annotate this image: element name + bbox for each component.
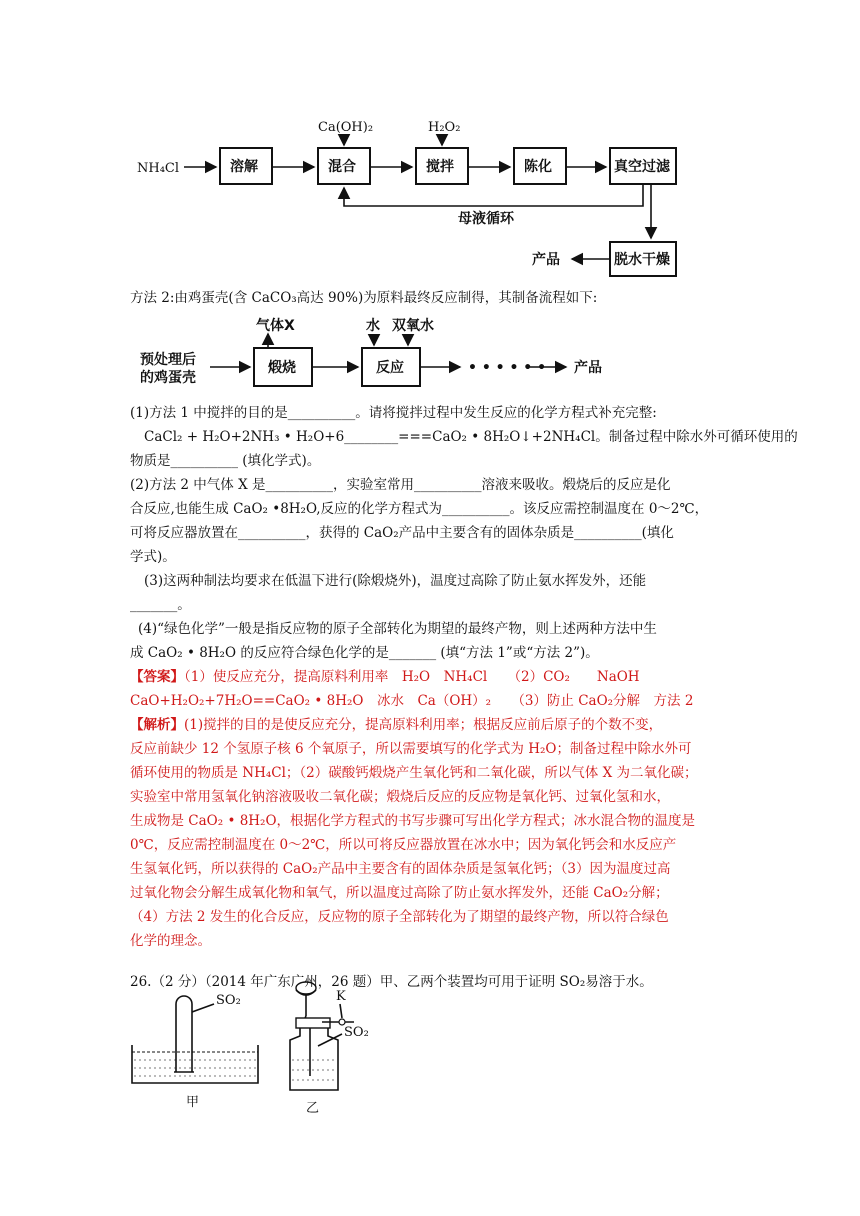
analysis-line4: 实验室中常用氢氧化钠溶液吸收二氧化碳；煅烧后反应的反应物是氧化钙、过氧化氢和水， — [130, 789, 670, 805]
reagent-h2o2: H₂O₂ — [428, 120, 461, 135]
so2-label-jia: SO₂ — [216, 993, 241, 1008]
question-3-line1: (3)这两种制法均要求在低温下进行(除煅烧外)，温度过高除了防止氨水挥发外，还能 — [144, 573, 647, 589]
reagent-caoh2: Ca(OH)₂ — [318, 120, 374, 135]
answer-label: 【答案】 — [130, 669, 184, 685]
analysis-line7: 生氢氧化钙，所以获得的 CaO₂产品中主要含有的固体杂质是氢氧化钙；（3）因为温度过高 — [130, 861, 671, 877]
question-4-line1: (4)“绿色化学”一般是指反应物的原子全部转化为期望的最终产物，则上述两种方法中生 — [138, 621, 657, 637]
apparatus-jia — [132, 993, 258, 1110]
valve-k-label: K — [336, 989, 346, 1004]
analysis-line2: 反应前缺少 12 个氢原子核 6 个氧原子，所以需要填写的化学式为 H₂O；制备过程中除水外可 — [130, 741, 692, 757]
question-1-line3: 物质是__________ (填化学式)。 — [130, 453, 321, 469]
question-2-line1: (2)方法 2 中气体 X 是__________，实验室常用__________溶液来吸收。煅烧后的反应是化 — [130, 477, 671, 493]
input-eggshell-line1: 预处理后 — [140, 352, 196, 368]
step-vacuum-filter: 真空过滤 — [614, 159, 670, 175]
question-1-line2: CaCl₂ + H₂O+2NH₃ • H₂O+6________===CaO₂ • 8H₂O↓+2NH₄Cl。制备过程中除水外可循环使用的 — [144, 429, 798, 445]
answer-line2: CaO+H₂O₂+7H₂O==CaO₂ • 8H₂O 冰水 Ca（OH）₂ （3）防止 CaO₂分解 方法 2 — [130, 693, 694, 709]
step-react: 反应 — [376, 360, 404, 376]
step-dehydrate-dry: 脱水干燥 — [614, 252, 670, 268]
analysis-line5: 生成物是 CaO₂ • 8H₂O，根据化学方程式的书写步骤可写出化学方程式；冰水混合物的温度是 — [130, 813, 696, 829]
step-age: 陈化 — [524, 159, 552, 175]
analysis-line9: （4）方法 2 发生的化合反应，反应物的原子全部转化为了期望的最终产物，所以符合绿色 — [130, 909, 669, 925]
analysis-line1 — [130, 713, 662, 733]
question-2-line3: 可将反应器放置在__________，获得的 CaO₂产品中主要含有的固体杂质是__________(填化 — [130, 525, 674, 541]
dots: • • • • • • — [468, 360, 547, 376]
answer-text-1: （1）使反应充分，提高原料利用率 H₂O NH₄Cl （2）CO₂ NaOH — [184, 669, 640, 685]
input-nh4cl: NH₄Cl — [137, 161, 180, 176]
water-label: 水 — [366, 318, 380, 334]
question-4-line2: 成 CaO₂ • 8H₂O 的反应符合绿色化学的是_______ (填“方法 1”或“方法 2”)。 — [130, 645, 599, 661]
analysis-label: 【解析】 — [130, 717, 184, 733]
caption-yi: 乙 — [306, 1101, 320, 1116]
question-2-line2: 合反应,也能生成 CaO₂ •8H₂O,反应的化学方程式为__________。该反应需控制温度在 0～2℃， — [130, 501, 709, 517]
step-mix: 混合 — [328, 159, 356, 175]
question-2-line4: 学式)。 — [130, 549, 176, 565]
analysis-line8: 过氧化物会分解生成氧化物和氧气，所以温度过高除了防止氨水挥发外，还能 CaO₂分解； — [130, 885, 669, 901]
apparatus-yi — [290, 982, 369, 1116]
step-dissolve: 溶解 — [230, 159, 258, 175]
answer-line1 — [130, 665, 640, 685]
analysis-line3: 循环使用的物质是 NH₄Cl；（2）碳酸钙煅烧产生氧化钙和二氧化碳，所以气体 X 为二氧化碳； — [130, 765, 698, 781]
step-calcine: 煅烧 — [268, 360, 296, 376]
peroxide-label: 双氧水 — [392, 318, 434, 334]
step-stir: 搅拌 — [426, 159, 454, 175]
question-3-line2: _______。 — [130, 597, 191, 613]
input-eggshell-line2: 的鸡蛋壳 — [140, 370, 196, 386]
product-label-1: 产品 — [532, 252, 560, 268]
analysis-text-1: (1)搅拌的目的是使反应充分，提高原料利用率；根据反应前后原子的个数不变， — [184, 717, 663, 733]
gas-x-label: 气体X — [256, 318, 295, 334]
method2-intro: 方法 2:由鸡蛋壳(含 CaCO₃高达 90%)为原料最终反应制得，其制备流程如下: — [130, 290, 598, 306]
question-1-line1: (1)方法 1 中搅拌的目的是__________。请将搅拌过程中发生反应的化学方程式补充完整: — [130, 405, 657, 421]
product-label-2: 产品 — [574, 360, 602, 376]
recycle-label: 母液循环 — [458, 211, 514, 227]
caption-jia: 甲 — [186, 1095, 200, 1110]
analysis-line6: 0℃，反应需控制温度在 0～2℃，所以可将反应器放置在冰水中；因为氧化钙会和水反应产 — [130, 837, 677, 853]
analysis-line10: 化学的理念。 — [130, 933, 211, 949]
so2-label-yi: SO₂ — [344, 1025, 369, 1040]
question-26: 26.（2 分）（2014 年广东广州，26 题）甲、乙两个装置均可用于证明 SO₂易溶于水。 — [130, 974, 653, 990]
